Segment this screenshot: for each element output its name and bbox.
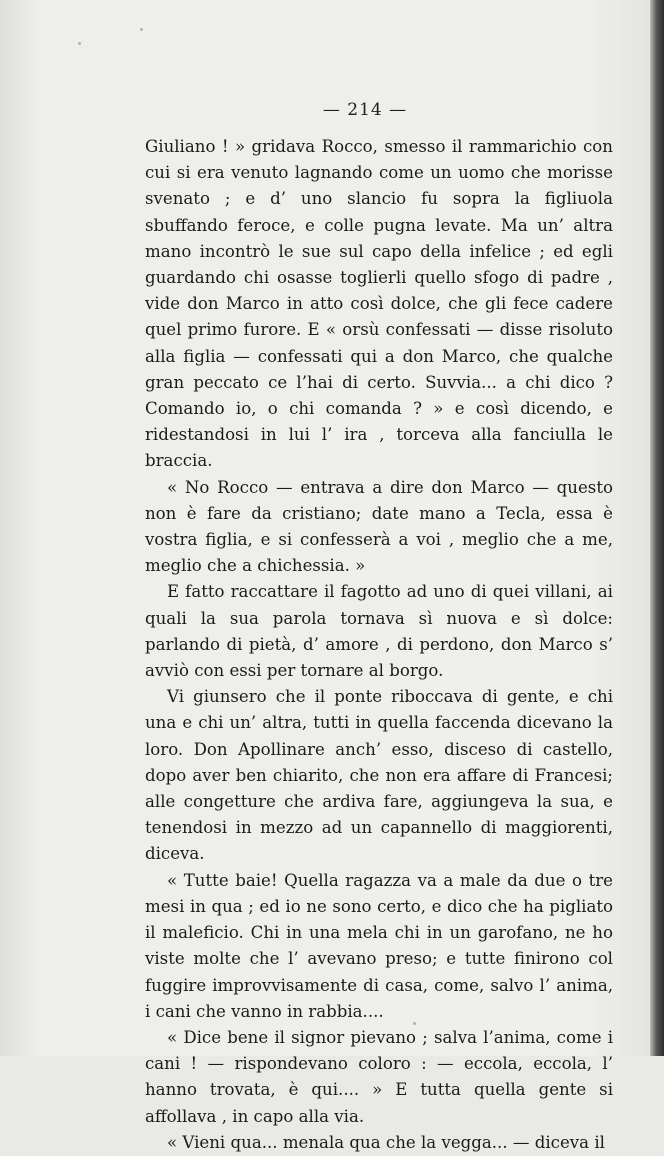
paper-speck	[413, 1022, 416, 1025]
paragraph: E fatto raccattare il fagotto ad uno di quei villani, ai quali la sua parola tornava sì nuova e sì dolce: parlando di pietà, d’ amore , di perdono, don Marco s’ avviò con essi per tornare al borgo.	[145, 582, 613, 681]
page-number: — 214 —	[322, 100, 408, 120]
paragraph: « Tutte baie! Quella ragazza va a male da due o tre mesi in qua ; ed io ne sono certo, e dico che ha pigliato il maleficio. Chi in una mela chi in un garofano, ne ho viste molte che l’ avevano preso; e tutte finirono col fuggire improvvisamente di casa, come, salvo l’ anima, i cani che vanno in rabbia....	[145, 870, 613, 1021]
paragraph: Giuliano ! » gridava Rocco, smesso il rammarichio con cui si era venuto lagnando come un uomo che morisse svenato ; e d’ uno slancio fu sopra la figliuola sbuffando feroce, e colle pugna levate. Ma un’ altra mano incontrò le sue sul capo della infelice ; ed egli guardando chi osasse toglierli quello sfogo di padre , vide don Marco in atto così dolce, che gli fece cadere quel primo furore. E « orsù confessati — disse risoluto alla figlia — confessati qui a don Marco, che qualche gran peccato ce l’hai di certo. Suvvia... a chi dico ? Comando io, o chi comanda ? » e così dicendo, e ridestandosi in lui l’ ira , torceva alla fanciulla le braccia.	[145, 137, 613, 471]
page-edge-shadow	[650, 0, 664, 1056]
paragraph: « No Rocco — entrava a dire don Marco — questo non è fare da cristiano; date mano a Tecla, essa è vostra figlia, e si confesserà a voi , meglio che a me, meglio che a chichessia. »	[145, 477, 613, 576]
paper-speck	[140, 28, 143, 31]
page-body-text	[145, 134, 613, 1156]
paragraph: « Vieni qua... menala qua che la vegga... — diceva il	[167, 1132, 605, 1152]
paragraph: « Dice bene il signor pievano ; salva l’anima, come i cani ! — rispondevano coloro : — eccola, eccola, l’ hanno trovata, è qui.... » E tutta quella gente si affollava , in capo alla via.	[145, 1027, 613, 1126]
paper-speck	[78, 42, 81, 45]
paragraph: Vi giunsero che il ponte riboccava di gente, e chi una e chi un’ altra, tutti in quella faccenda dicevano la loro. Don Apollinare anch’ esso, disceso di castello, dopo aver ben chiarito, che non era affare di Francesi; alle congetture che ardiva fare, aggiungeva la sua, e tenendosi in mezzo ad un capannello di maggiorenti, diceva.	[145, 687, 613, 864]
